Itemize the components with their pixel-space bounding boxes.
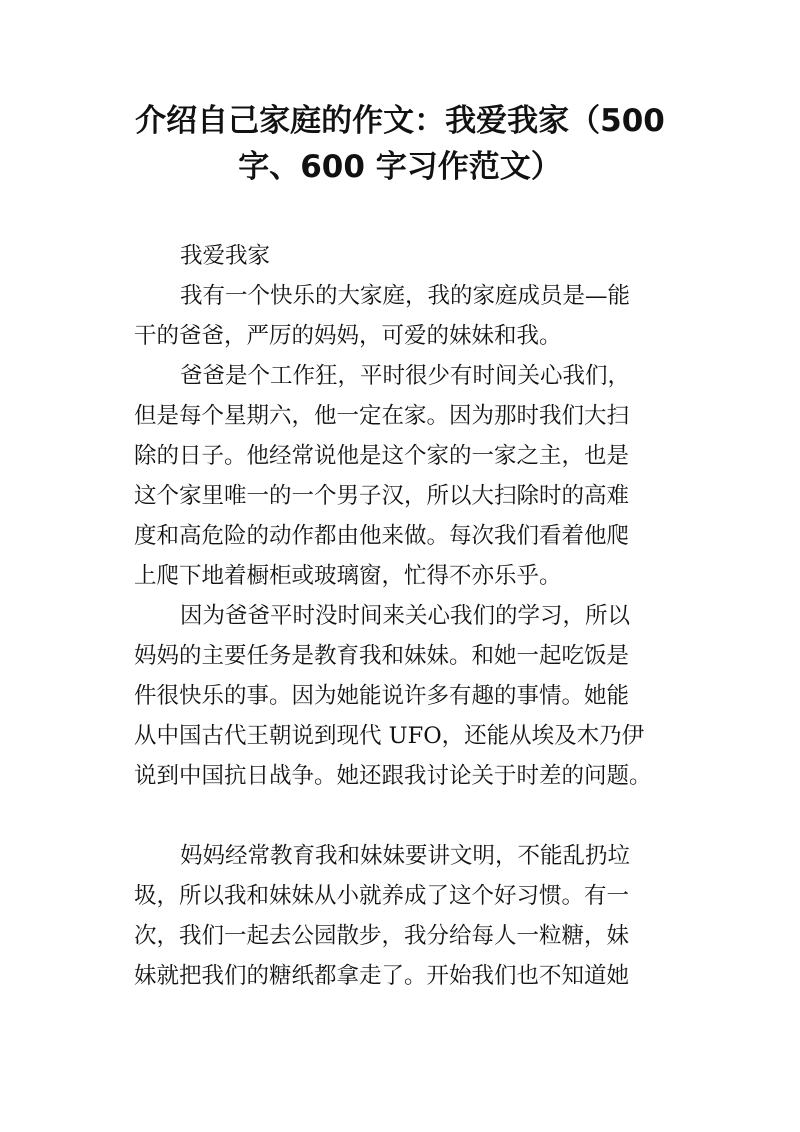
- paragraph-line: 从中国古代王朝说到现代 UFO，还能从埃及木乃伊: [134, 723, 645, 749]
- paragraph-line: 爸爸是个工作狂，平时很少有时间关心我们，: [180, 363, 631, 389]
- title-line-1: 介绍自己家庭的作文：我爱我家（500: [135, 103, 665, 139]
- paragraph-3: [134, 596, 674, 796]
- essay-heading: 我爱我家: [180, 243, 271, 269]
- paragraph-line: 度和高危险的动作都由他来做。每次我们看着他爬: [134, 523, 630, 549]
- paragraph-line: 说到中国抗日战争。她还跟我讨论关于时差的问题。: [134, 763, 652, 789]
- paragraph-line: 妈妈的主要任务是教育我和妹妹。和她一起吃饭是: [134, 643, 630, 669]
- paragraph-line: 因为爸爸平时没时间来关心我们的学习，所以: [180, 603, 631, 629]
- paragraph-line: 这个家里唯一的一个男子汉，所以大扫除时的高难: [134, 483, 630, 509]
- paragraph-line: 上爬下地着橱柜或玻璃窗，忙得不亦乐乎。: [134, 563, 562, 589]
- document-title: [100, 98, 700, 190]
- paragraph-line: 但是每个星期六，他一定在家。因为那时我们大扫: [134, 403, 630, 429]
- paragraph-1: [134, 276, 674, 356]
- paragraph-line: 干的爸爸，严厉的妈妈，可爱的妹妹和我。: [134, 323, 562, 349]
- paragraph-line: 妈妈经常教育我和妹妹要讲文明，不能乱扔垃: [180, 843, 631, 869]
- paragraph-2: [134, 356, 674, 596]
- paragraph-line: 次，我们一起去公园散步，我分给每人一粒糖，妹: [134, 923, 630, 949]
- paragraph-line: 妹就把我们的糖纸都拿走了。开始我们也不知道她: [134, 963, 630, 989]
- paragraph-4: [134, 836, 674, 996]
- paragraph-line: 圾，所以我和妹妹从小就养成了这个好习惯。有一: [134, 883, 630, 909]
- title-line-2: 字、600 字习作范文）: [238, 149, 562, 185]
- essay-body: [134, 236, 674, 996]
- paragraph-line: 除的日子。他经常说他是这个家的一家之主，也是: [134, 443, 630, 469]
- paragraph-line: 件很快乐的事。因为她能说许多有趣的事情。她能: [134, 683, 630, 709]
- paragraph-line: 我有一个快乐的大家庭，我的家庭成员是—能: [180, 283, 631, 309]
